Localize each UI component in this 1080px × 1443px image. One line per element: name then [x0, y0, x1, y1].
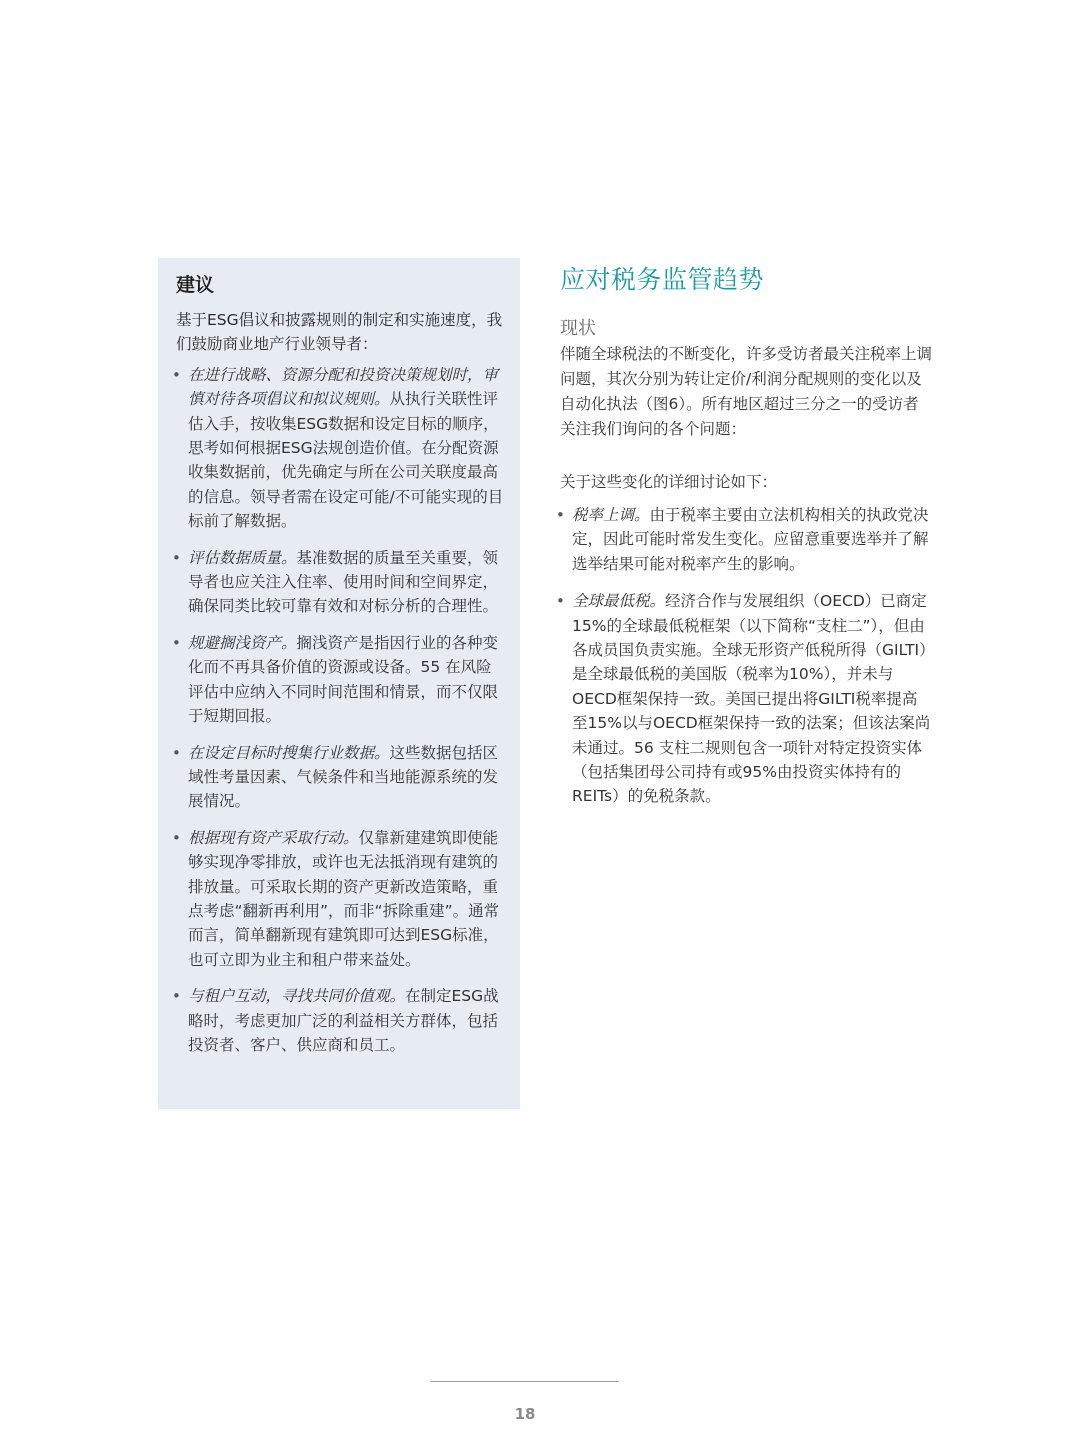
tax-trend-list — [560, 503, 932, 809]
item-text: 从执行关联性评估入手，按收集ESG数据和设定目标的顺序，思考如何根据ESG法规创造价值。在分配资源收集数据前，优先确定与所在公司关联度最高的信息。领导者需在设定可能/不可能实现的目标前了解数据。 — [188, 390, 504, 531]
item-lead: 税率上调。 — [572, 506, 650, 524]
item-lead: 在进行战略、资源分配和投资决策规划时，审慎对待各项倡议和拟议规则。 — [188, 365, 499, 409]
item-text: 仅靠新建建筑即使能够实现净零排放，或许也无法抵消现有建筑的排放量。可采取长期的资产更新改造策略，重点考虑“翻新再利用”，而非“拆除重建”。通常而言，简单翻新现有建筑即可达到ESG标准，也可立即为业主和租户带来益处。 — [188, 828, 500, 969]
list-item — [176, 363, 506, 534]
recommendations-intro: 基于ESG倡议和披露规则的制定和实施速度，我们鼓励商业地产行业领导者： — [176, 311, 503, 354]
list-item — [176, 826, 506, 972]
section-title: 应对税务监管趋势 — [560, 265, 765, 294]
intro-paragraph: 伴随全球税法的不断变化，许多受访者最关注税率上调问题，其次分别为转让定价/利润分配规则的变化以及自动化执法（图6）。所有地区超过三分之一的受访者关注我们询问的各个问题： — [560, 345, 933, 438]
list-item — [176, 546, 506, 619]
item-text: 在制定ESG战略时，考虑更加广泛的利益相关方群体，包括投资者、客户、供应商和员工。 — [188, 987, 499, 1054]
item-text: 经济合作与发展组织（OECD）已商定15%的全球最低税框架（以下简称“支柱二”），但由各成员国负责实施。全球无形资产低税所得（GILTI）是全球最低税的美国版（税率为10%），并未与OECD框架保持一致。美国已提出将GILTI税率提高至15%以与OECD框架保持一致的法案；但该法案尚未通过。56 支柱二规则包含一项针对特定投资实体（包括集团母公司持有或95%由投资实体持有的REITs）的免税条款。 — [572, 592, 931, 806]
recommendations-list — [176, 363, 506, 1058]
item-lead: 根据现有资产采取行动。 — [188, 828, 359, 847]
item-text: 这些数据包括区域性考量因素、气候条件和当地能源系统的发展情况。 — [188, 743, 499, 811]
item-lead: 与租户互动，寻找共同价值观。 — [188, 987, 406, 1006]
item-lead: 规避搁浅资产。 — [188, 633, 297, 652]
list-item — [560, 503, 932, 576]
page-number: 18 — [514, 1405, 536, 1423]
item-lead: 全球最低税。 — [572, 592, 666, 611]
discussion-lead-paragraph: 关于这些变化的详细讨论如下： — [560, 473, 778, 491]
recommendations-title: 建议 — [176, 274, 215, 296]
list-item — [176, 741, 506, 814]
section-subtitle: 现状 — [560, 318, 596, 339]
item-text: 基准数据的质量至关重要，领导者也应关注入住率、使用时间和空间界定，确保同类比较可靠有效和对标分析的合理性。 — [188, 548, 499, 616]
recommendations-panel — [158, 258, 520, 1109]
item-text: 由于税率主要由立法机构相关的执政党决定，因此可能时常发生变化。应留意重要选举并了解选举结果可能对税率产生的影响。 — [572, 506, 929, 573]
item-lead: 评估数据质量。 — [188, 548, 297, 567]
footer-divider — [431, 1381, 619, 1382]
list-item — [176, 984, 506, 1057]
list-item — [176, 631, 506, 729]
main-column — [560, 258, 932, 822]
list-item — [560, 589, 932, 809]
item-lead: 在设定目标时搜集行业数据。 — [188, 743, 390, 762]
item-text: 搁浅资产是指因行业的各种变化而不再具备价值的资源或设备。55 在风险评估中应纳入不同时间范围和情景，而不仅限于短期回报。 — [188, 633, 499, 726]
